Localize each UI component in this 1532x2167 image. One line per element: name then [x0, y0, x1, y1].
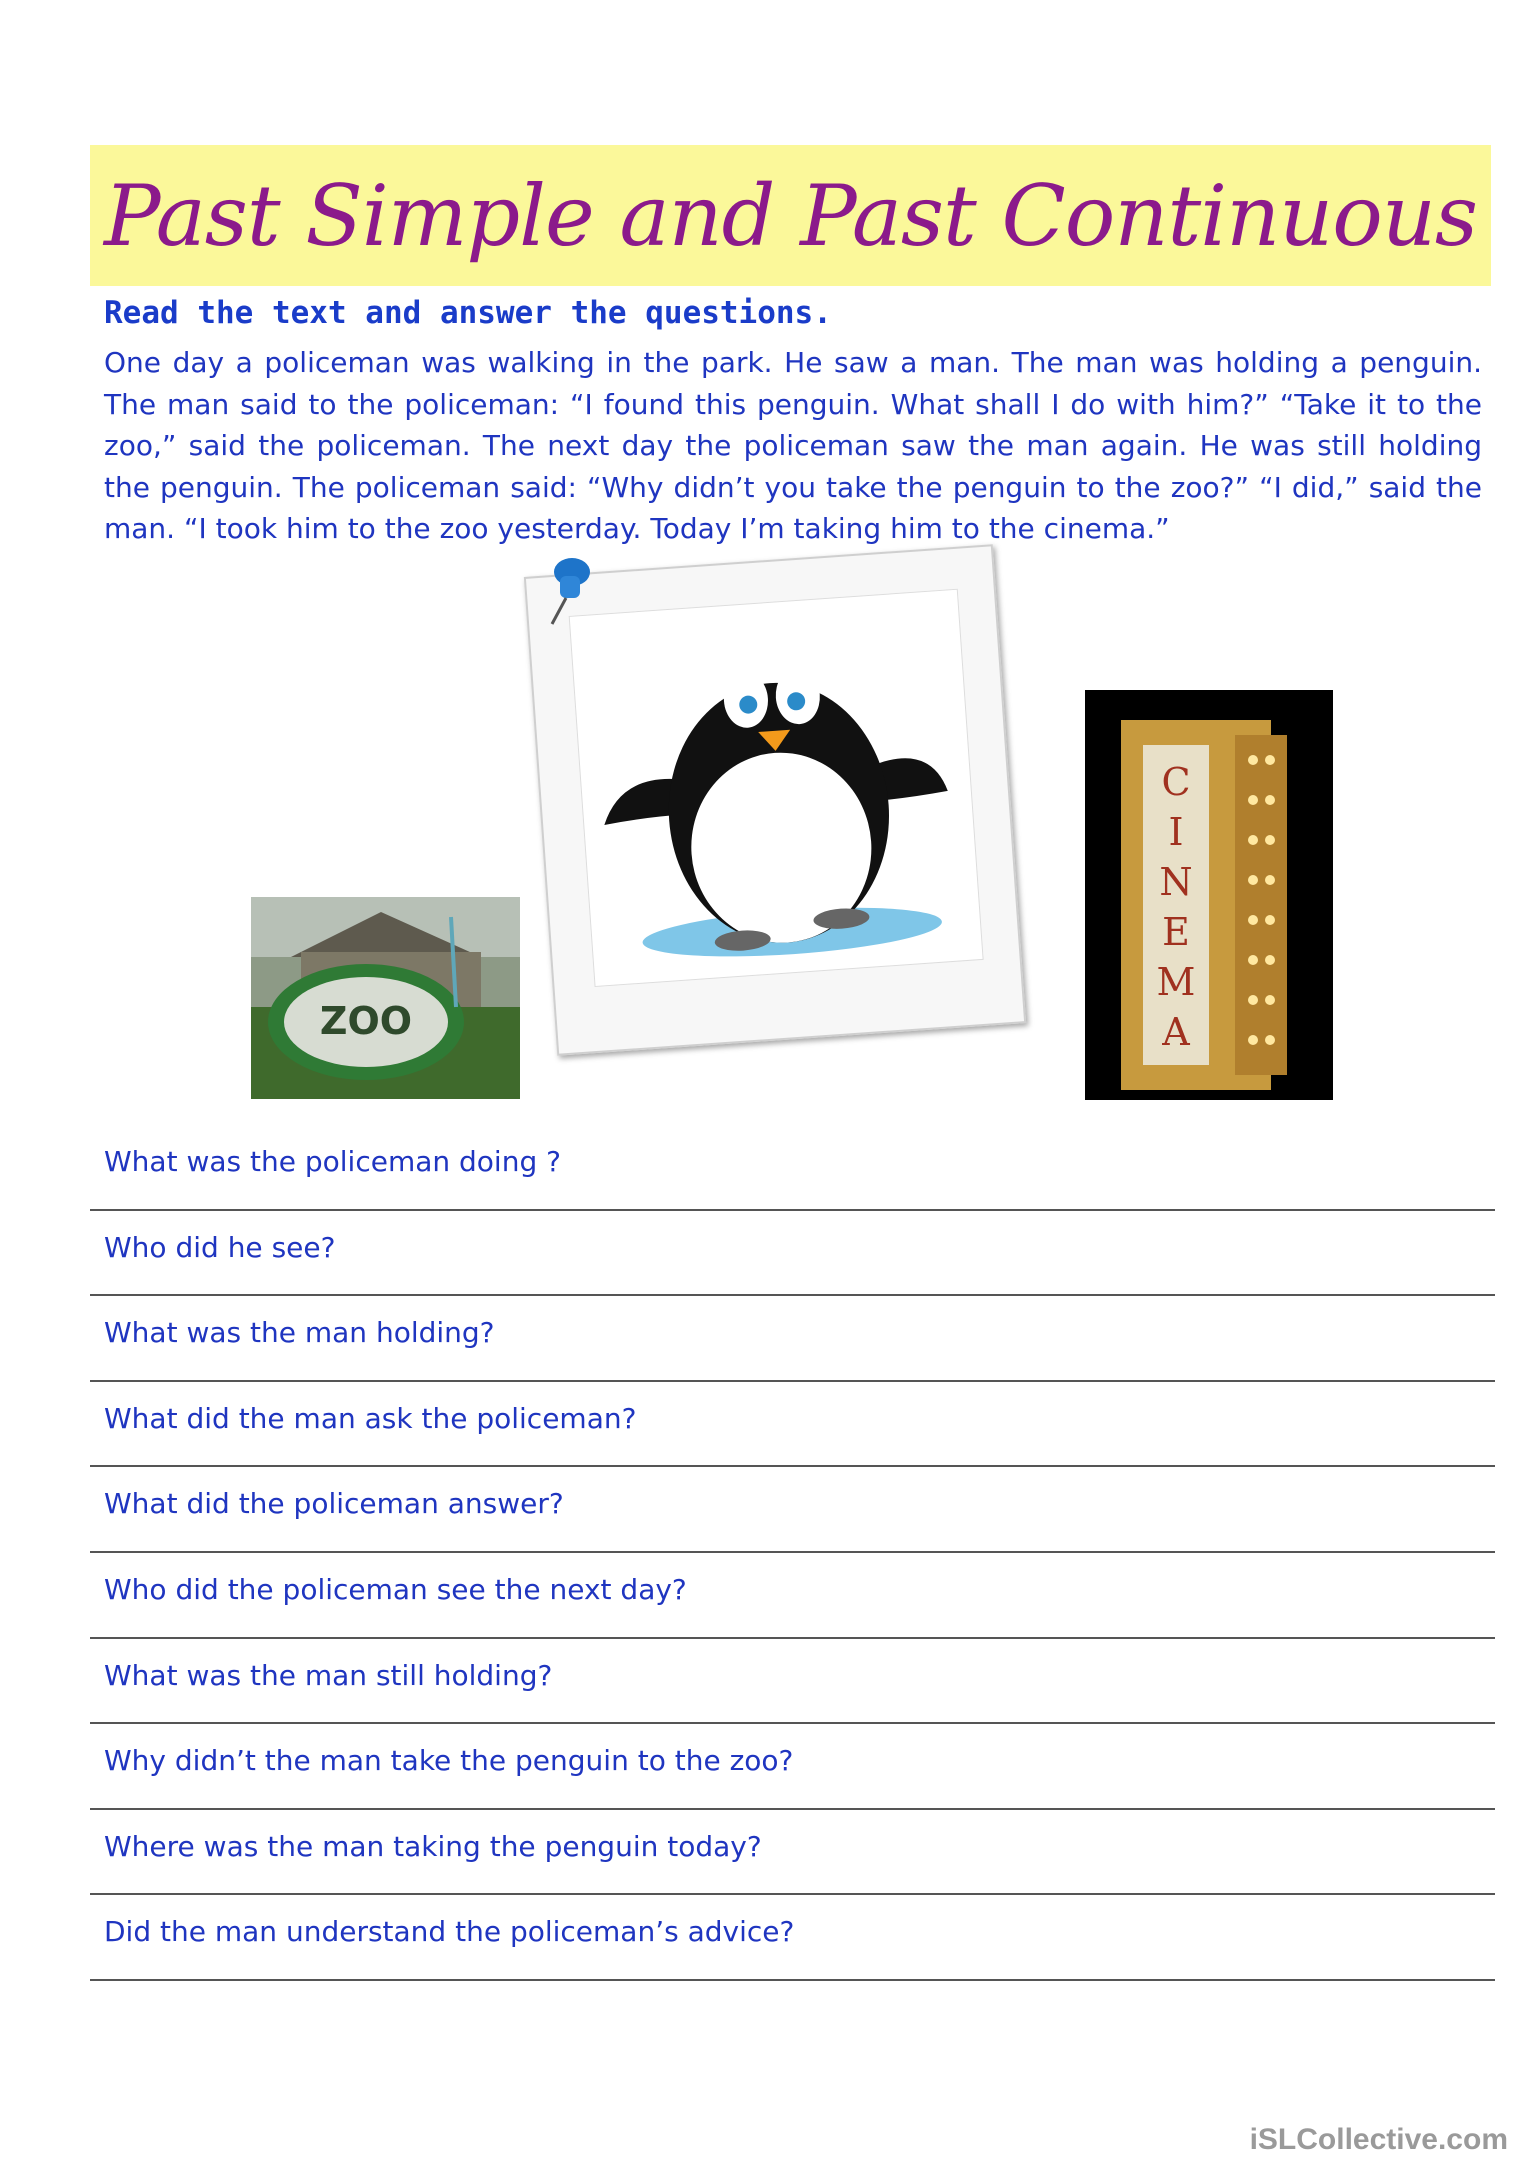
push-pin-icon [532, 552, 602, 632]
question-text: Who did he see? [104, 1230, 336, 1264]
question-text: What was the man still holding? [104, 1658, 553, 1692]
question-text: What did the man ask the policeman? [104, 1401, 637, 1435]
cinema-sign-picture [1085, 690, 1333, 1100]
cinema-letter: I [1168, 810, 1184, 854]
story-paragraph: One day a policeman was walking in the park. He saw a man. The man was holding a penguin. The man said to the policeman: “I found this penguin. What shall I do with him?” “Take it to the zoo,” said the policeman. The next day the policeman saw the man again. He was still holding the penguin. The policeman said: “Why didn’t you take the penguin to the zoo?” “I did,” said the man. “I took him to the zoo yesterday. Today I’m taking him to the cinema.” [104, 346, 1482, 545]
zoo-sign-picture [251, 897, 520, 1099]
question-text: What was the policeman doing ? [104, 1145, 561, 1178]
instruction-text: Read the text and answer the questions. [104, 295, 832, 331]
watermark: iSLCollective.com [1249, 2123, 1508, 2156]
cinema-letter: M [1156, 960, 1196, 1004]
question-row[interactable] [90, 1211, 1495, 1297]
cinema-letter: N [1159, 860, 1193, 904]
question-row[interactable] [90, 1467, 1495, 1553]
question-row[interactable] [90, 1125, 1495, 1211]
cinema-letter: A [1162, 1010, 1190, 1054]
question-text: Where was the man taking the penguin today? [104, 1829, 762, 1863]
questions-list [90, 1125, 1495, 1981]
question-row[interactable] [90, 1553, 1495, 1639]
question-text: What was the man holding? [104, 1316, 495, 1350]
question-row[interactable] [90, 1382, 1495, 1468]
question-text: Why didn’t the man take the penguin to the zoo? [104, 1744, 794, 1778]
worksheet-title: Past Simple and Past Continuous [103, 166, 1478, 265]
question-row[interactable] [90, 1895, 1495, 1981]
penguin-illustration [570, 590, 983, 986]
question-text: Who did the policeman see the next day? [104, 1572, 687, 1606]
title-banner [90, 145, 1491, 286]
question-row[interactable] [90, 1639, 1495, 1725]
zoo-sign-text: ZOO [319, 999, 413, 1043]
cinema-letter: E [1162, 910, 1190, 954]
question-row[interactable] [90, 1724, 1495, 1810]
cinema-letter: C [1161, 760, 1191, 804]
question-row[interactable] [90, 1810, 1495, 1896]
question-row[interactable] [90, 1296, 1495, 1382]
question-text: Did the man understand the policeman’s advice? [104, 1915, 795, 1949]
question-text: What did the policeman answer? [104, 1487, 564, 1521]
